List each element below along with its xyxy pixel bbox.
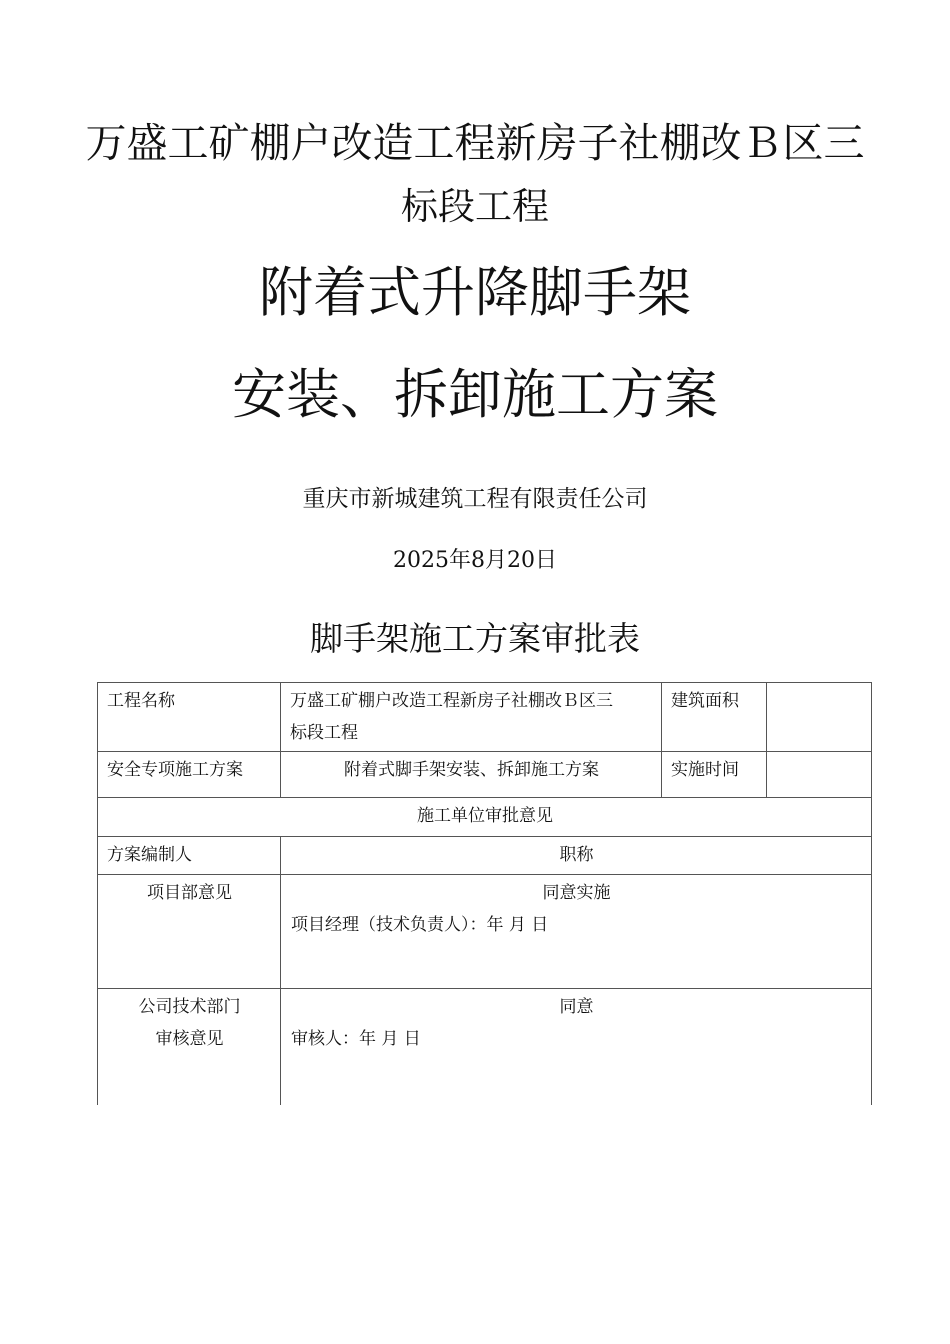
table-cell — [98, 837, 281, 875]
project-name-value-line2: 标段工程 — [290, 723, 358, 743]
building-area-label: 建筑面积 — [671, 691, 739, 711]
table-cell — [98, 989, 281, 1105]
table-cell — [281, 875, 872, 989]
implementation-time-value — [767, 752, 872, 798]
tech-dept-opinion-label — [98, 989, 280, 1057]
project-name-label: 工程名称 — [107, 691, 175, 711]
table-cell — [662, 683, 767, 752]
plan-title-line2: 安装、拆卸施工方案 — [232, 363, 718, 426]
project-manager-signature-line: 项目经理（技术负责人）：年 月 日 — [291, 915, 549, 935]
project-dept-opinion-text: 同意实施 — [542, 883, 611, 903]
tech-dept-label-line1: 公司技术部门 — [138, 997, 241, 1017]
document-date: 2025年8月20日 — [393, 548, 557, 573]
table-row — [98, 683, 872, 752]
table-row — [98, 989, 872, 1105]
tech-dept-label-line2: 审核意见 — [155, 1029, 224, 1049]
table-row — [98, 837, 872, 875]
table-row — [98, 798, 872, 837]
safety-plan-label: 安全专项施工方案 — [107, 760, 243, 780]
building-area-value — [767, 683, 872, 752]
project-name-line2: 标段工程 — [401, 185, 549, 228]
table-row — [98, 752, 872, 798]
table-cell — [281, 683, 662, 752]
tech-dept-opinion-text: 同意 — [559, 997, 594, 1017]
section-header: 施工单位审批意见 — [417, 806, 553, 826]
table-cell — [98, 683, 281, 752]
table-cell — [98, 752, 281, 798]
professional-title-label: 职称 — [559, 845, 594, 865]
table-cell — [662, 752, 767, 798]
project-name-line1: 万盛工矿棚户改造工程新房子社棚改Ｂ区三 — [85, 119, 865, 167]
reviewer-signature-line: 审核人：年 月 日 — [291, 1029, 421, 1049]
project-dept-opinion-label: 项目部意见 — [147, 883, 232, 903]
table-row — [98, 875, 872, 989]
approval-form-title: 脚手架施工方案审批表 — [310, 619, 640, 658]
plan-author-label: 方案编制人 — [107, 845, 192, 865]
company-name: 重庆市新城建筑工程有限责任公司 — [302, 486, 648, 512]
project-name-value — [281, 683, 661, 751]
approval-table — [97, 682, 872, 1105]
table-cell — [281, 989, 872, 1105]
implementation-time-label: 实施时间 — [671, 760, 739, 780]
table-cell — [98, 875, 281, 989]
plan-title-line1: 附着式升降脚手架 — [259, 261, 691, 324]
project-dept-opinion — [281, 875, 871, 943]
tech-dept-opinion — [281, 989, 871, 1057]
table-cell — [281, 837, 872, 875]
table-cell — [281, 752, 662, 798]
project-name-value-line1: 万盛工矿棚户改造工程新房子社棚改Ｂ区三 — [290, 691, 613, 711]
table-cell — [98, 798, 872, 837]
safety-plan-value: 附着式脚手架安装、拆卸施工方案 — [344, 760, 599, 780]
